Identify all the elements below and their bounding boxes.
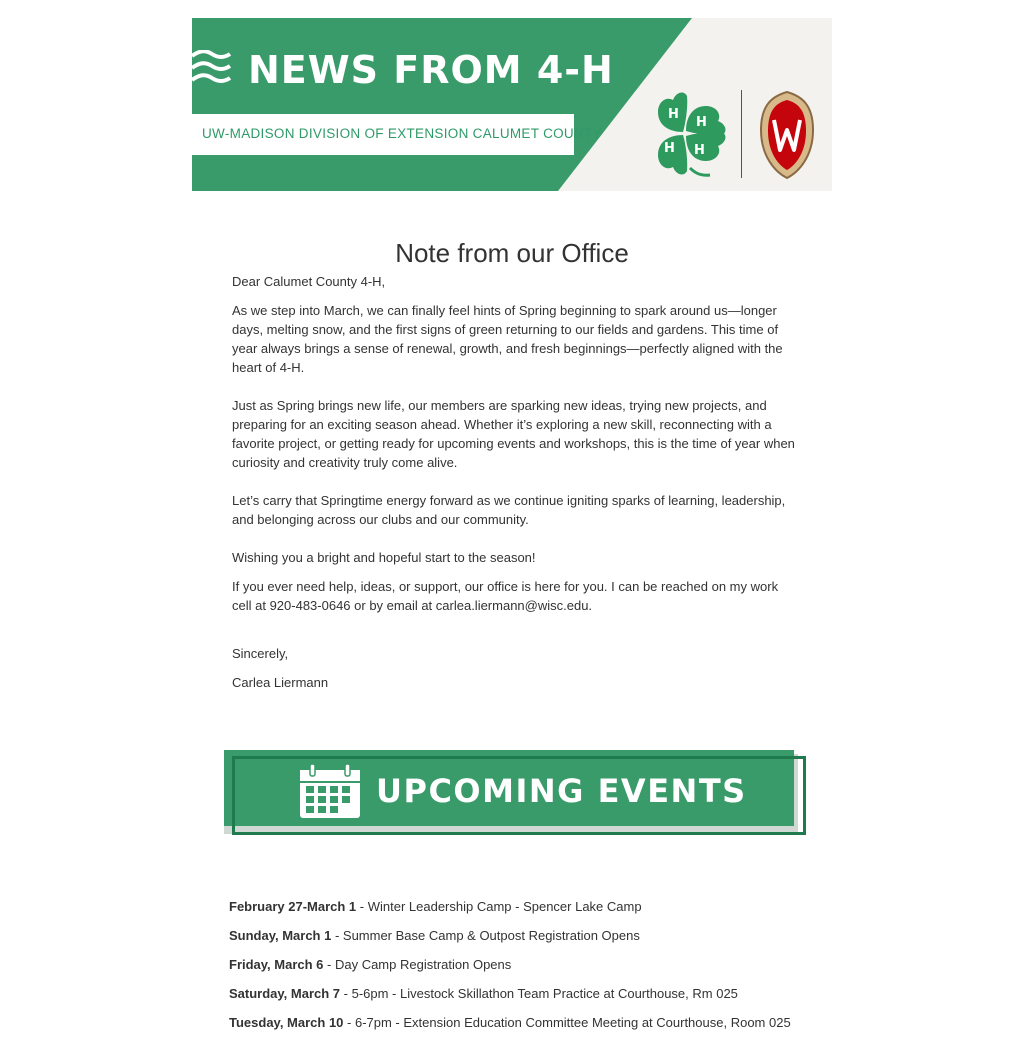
letter-paragraph: Wishing you a bright and hopeful start to the season! [232, 550, 536, 565]
newsletter-title: NEWS FROM 4-H [248, 48, 614, 92]
letter-paragraph: If you ever need help, ideas, or support, our office is here for you. I can be reached on my work cell at 920-483-0646 or by email at carlea.liermann@wisc.edu. [232, 579, 779, 613]
subtitle-box [192, 114, 602, 155]
event-description: - 6-7pm - Extension Education Committee Meeting at Courthouse, Room 025 [343, 1015, 791, 1030]
list-item [229, 926, 829, 955]
event-date: Sunday, March 1 [229, 928, 332, 943]
svg-text:H: H [694, 143, 705, 158]
event-date: Tuesday, March 10 [229, 1015, 344, 1030]
svg-text:H: H [668, 107, 679, 122]
event-description: - 5-6pm - Livestock Skillathon Team Practice at Courthouse, Rm 025 [340, 986, 738, 1001]
logo-divider [741, 90, 742, 178]
letter-paragraph: As we step into March, we can finally feel hints of Spring beginning to spark around us—longer days, melting snow, and the first signs of green returning to our fields and gardens. This time of year always brings a sense of renewal, growth, and fresh beginnings—perfectly aligned with the heart of 4-H. [232, 303, 783, 375]
event-description: - Winter Leadership Camp - Spencer Lake Camp [356, 899, 642, 914]
header-banner [192, 18, 832, 191]
list-item [229, 955, 829, 984]
letter-paragraph: Let’s carry that Springtime energy forward as we continue igniting sparks of learning, leadership, and belonging across our clubs and our community. [232, 493, 786, 527]
waves-icon [192, 50, 232, 90]
letter-signer: Carlea Liermann [232, 675, 329, 690]
event-description: - Summer Base Camp & Outpost Registration Opens [331, 928, 640, 943]
letter-paragraph: Just as Spring brings new life, our members are sparking new ideas, trying new projects, and preparing for an exciting season ahead. Whether it’s exploring a new skill, reconnecting with a favorite project, or getting ready for upcoming events and workshops, this is the time of year when curiosity and creativity truly come alive. [232, 398, 795, 470]
event-date: Friday, March 6 [229, 957, 324, 972]
upcoming-events-title: UPCOMING EVENTS [376, 772, 747, 810]
event-date: February 27-March 1 [229, 899, 357, 914]
svg-text:H: H [664, 141, 675, 156]
newsletter-subtitle: UW-MADISON DIVISION OF EXTENSION CALUMET COUNTY [202, 126, 602, 141]
list-item [229, 897, 829, 926]
four-h-clover-logo [640, 88, 730, 180]
event-description: - Day Camp Registration Opens [323, 957, 512, 972]
uw-crest-logo [757, 90, 817, 180]
event-date: Saturday, March 7 [229, 986, 341, 1001]
letter-closing: Sincerely, [232, 646, 289, 661]
letter-body [232, 272, 797, 692]
list-item [229, 1013, 829, 1042]
svg-text:H: H [696, 115, 707, 130]
banner-green-shape [192, 18, 832, 191]
events-list [229, 897, 829, 1042]
letter-greeting: Dear Calumet County 4-H, [232, 274, 386, 289]
letter-title: Note from our Office [395, 238, 629, 268]
list-item [229, 984, 829, 1013]
upcoming-events-banner [222, 748, 806, 836]
calendar-icon [298, 764, 362, 820]
